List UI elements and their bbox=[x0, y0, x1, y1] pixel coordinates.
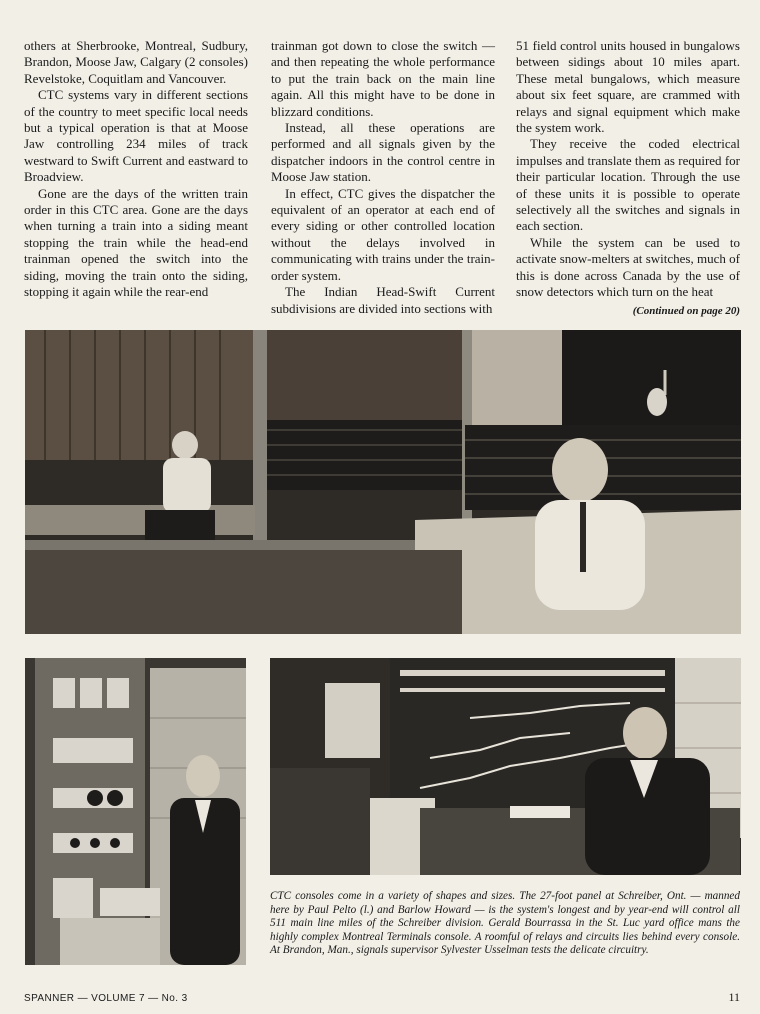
continued-note: (Continued on page 20) bbox=[632, 304, 740, 317]
article-column-2 bbox=[271, 38, 495, 317]
article-column-3 bbox=[516, 38, 740, 319]
photo-caption: CTC consoles come in a variety of shapes and sizes. The 27-foot panel at Schreiber, Ont. — manned here by Paul Pelto (l.) and Barlow Howard — is the system's longest and by year-end will control all 511 main line miles of the Schreiber division. Gerald Bourrassa in the St. Luc yard office mans the highly complex Montreal Terminals console. A roomful of relays and circuits lies behind every console. At Brandon, Man., signals supervisor Sylvester Usselman tests the delicate circuitry. bbox=[270, 890, 740, 957]
photo-relay-room bbox=[25, 658, 246, 965]
paragraph: While the system can be used to activate snow-melters at switches, much of this is done across Canada by the use of snow detectors which turn on the heat bbox=[516, 234, 740, 300]
paragraph: trainman got down to close the switch — and then repeating the whole performance to put the train back on the main line again. All this might have to be done in blizzard conditions. bbox=[271, 38, 495, 119]
paragraph: They receive the coded electrical impulses and translate them as required for their particular location. Through the use of these units it is possible to operate selectively all the switches and signals in each section. bbox=[516, 136, 740, 234]
paragraph: 51 field control units housed in bungalows between sidings about 10 miles apart. These metal bungalows, which measure about six feet square, are crammed with relays and signal equipment which make the system work. bbox=[516, 38, 740, 136]
paragraph: others at Sherbrooke, Montreal, Sudbury, Brandon, Moose Jaw, Calgary (2 consoles) Revelstoke, Coquitlam and Vancouver. bbox=[24, 38, 248, 86]
photo-control-centre bbox=[25, 330, 741, 634]
article-column-1 bbox=[24, 38, 248, 301]
paragraph: Gone are the days of the written train order in this CTC area. Gone are the days when turning a train into a siding meant stopping the train while the head-end trainman opened the switch into the siding, moving the train onto the siding, stopping it again while the rear-end bbox=[24, 185, 248, 300]
paragraph: In effect, CTC gives the dispatcher the equivalent of an operator at each end of every siding or other controlled location without the delays involved in communicating with trains under the train-order system. bbox=[271, 185, 495, 283]
publication-footer: SPANNER — VOLUME 7 — No. 3 bbox=[24, 993, 188, 1004]
paragraph: The Indian Head-Swift Current subdivisions are divided into sections with bbox=[271, 284, 495, 316]
paragraph: Instead, all these operations are performed and all signals given by the dispatcher indoors in the control centre in Moose Jaw station. bbox=[271, 120, 495, 185]
photo-terminals-console bbox=[270, 658, 741, 875]
paragraph: CTC systems vary in different sections of the country to meet specific local needs but a typical operation is that at Moose Jaw controlling 234 miles of track westward to Swift Current and eastward to Broadview. bbox=[24, 87, 248, 185]
page-number: 11 bbox=[728, 990, 740, 1004]
